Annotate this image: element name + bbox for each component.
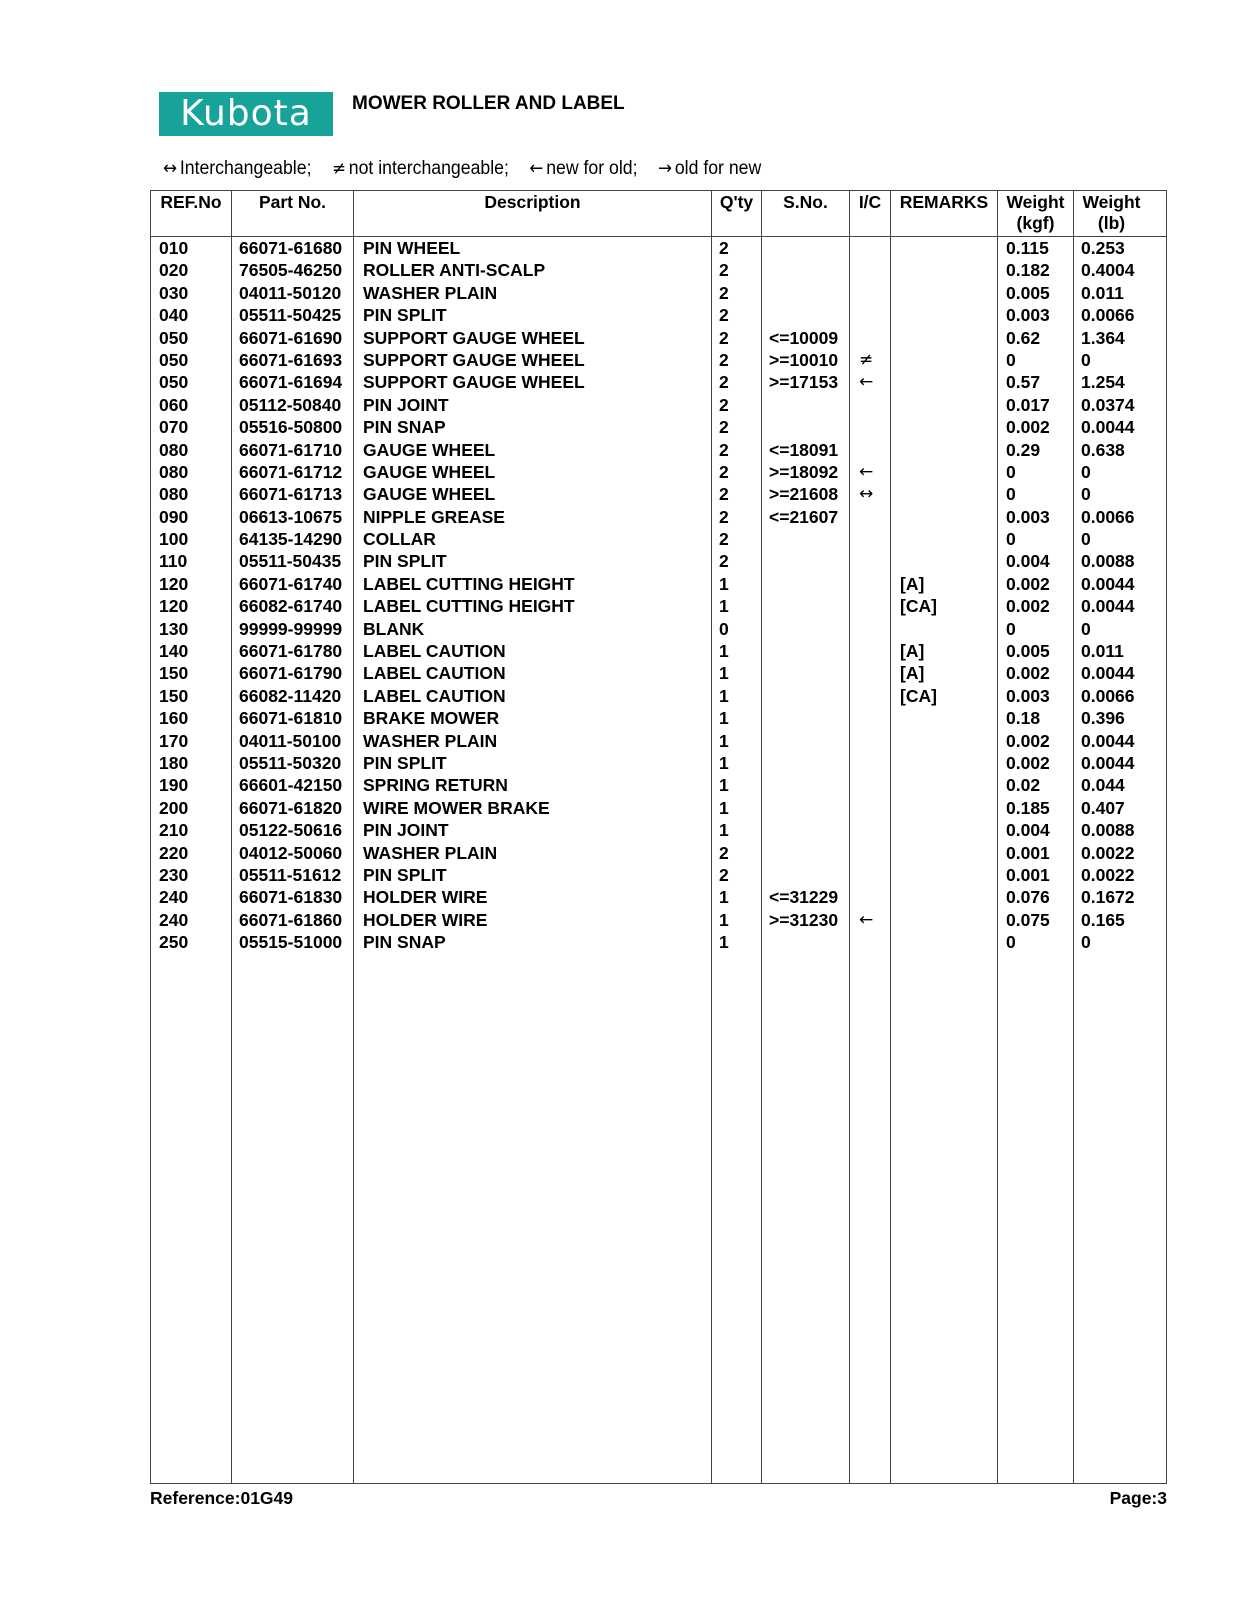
cell-weight-lb: 0.0066 [1081, 685, 1135, 706]
not-equal-icon: ≠ [331, 158, 346, 179]
cell-part-no: 66071-61790 [239, 663, 343, 684]
table-row [151, 819, 1166, 841]
table-row [151, 461, 1166, 483]
cell-description: GAUGE WHEEL [363, 484, 496, 505]
header-ic: I/C [858, 192, 882, 212]
cell-serial-no: >=18092 [769, 461, 839, 482]
legend-item-interchangeable: ↔ Interchangeable; [163, 158, 312, 179]
table-row [151, 685, 1166, 707]
cell-part-no: 66082-11420 [239, 685, 342, 706]
cell-part-no: 04011-50100 [239, 730, 342, 751]
table-row [151, 371, 1166, 393]
cell-weight-kgf: 0.57 [1006, 372, 1041, 393]
cell-weight-lb: 0.0022 [1081, 864, 1135, 885]
cell-weight-lb: 0.638 [1081, 439, 1125, 460]
cell-description: HOLDER WIRE [363, 909, 488, 930]
cell-ref-no: 190 [159, 775, 189, 796]
cell-ref-no: 180 [159, 752, 189, 773]
legend-item-not-interchangeable: ≠ not interchangeable; [331, 158, 509, 179]
cell-interchange-icon: ← [859, 909, 874, 930]
cell-part-no: 66601-42150 [239, 775, 343, 796]
cell-weight-kgf: 0.002 [1006, 417, 1050, 438]
cell-ref-no: 150 [159, 663, 189, 684]
header-description: Description [484, 192, 581, 212]
cell-quantity: 1 [719, 641, 729, 662]
legend-item-new-for-old: ← new for old; [529, 158, 638, 179]
table-row [151, 842, 1166, 864]
cell-weight-kgf: 0.005 [1006, 282, 1050, 303]
cell-part-no: 66071-61694 [239, 372, 343, 393]
page-title: MOWER ROLLER AND LABEL [352, 93, 625, 114]
cell-description: PIN WHEEL [363, 238, 461, 258]
cell-serial-no: >=31230 [769, 909, 839, 930]
cell-quantity: 2 [719, 529, 729, 550]
cell-ref-no: 040 [159, 305, 189, 326]
cell-interchange-icon: ≠ [859, 349, 874, 370]
cell-remarks: [A] [900, 641, 925, 662]
cell-ref-no: 060 [159, 394, 189, 415]
cell-description: LABEL CUTTING HEIGHT [363, 596, 575, 617]
cell-ref-no: 050 [159, 327, 189, 348]
cell-remarks: [A] [900, 663, 925, 684]
cell-weight-kgf: 0.001 [1006, 842, 1050, 863]
cell-part-no: 76505-46250 [239, 260, 343, 281]
cell-weight-lb: 0 [1081, 349, 1091, 370]
cell-part-no: 66071-61713 [239, 484, 343, 505]
cell-ref-no: 240 [159, 909, 189, 930]
cell-weight-kgf: 0 [1006, 349, 1016, 370]
header-part-no: Part No. [258, 192, 327, 212]
cell-ref-no: 250 [159, 932, 189, 953]
cell-weight-lb: 1.364 [1081, 327, 1125, 348]
cell-quantity: 2 [719, 282, 729, 303]
bidirectional-arrow-icon: ↔ [163, 158, 178, 179]
cell-weight-kgf: 0.182 [1006, 260, 1050, 281]
cell-weight-lb: 0.0088 [1081, 820, 1135, 841]
cell-description: PIN SPLIT [363, 305, 447, 326]
cell-weight-kgf: 0.004 [1006, 820, 1050, 841]
cell-ref-no: 240 [159, 887, 189, 908]
cell-description: COLLAR [363, 529, 436, 550]
cell-ref-no: 130 [159, 618, 189, 639]
cell-weight-kgf: 0.005 [1006, 641, 1050, 662]
table-row [151, 864, 1166, 886]
cell-description: ROLLER ANTI-SCALP [363, 260, 546, 281]
left-arrow-icon: ← [529, 158, 544, 179]
cell-ref-no: 020 [159, 260, 189, 281]
header-serial-no: S.No. [783, 192, 828, 212]
table-row [151, 439, 1166, 461]
table-row [151, 573, 1166, 595]
cell-part-no: 66071-61740 [239, 573, 343, 594]
cell-weight-kgf: 0.18 [1006, 708, 1041, 729]
cell-serial-no: <=18091 [769, 439, 839, 460]
cell-weight-lb: 0.0044 [1081, 417, 1135, 438]
page-number: Page:3 [1109, 1488, 1167, 1508]
cell-weight-kgf: 0.002 [1006, 596, 1050, 617]
table-row [151, 394, 1166, 416]
cell-description: LABEL CAUTION [363, 685, 506, 706]
cell-description: BLANK [363, 618, 425, 639]
cell-description: PIN JOINT [363, 820, 449, 841]
cell-weight-kgf: 0 [1006, 461, 1016, 482]
parts-table-body [151, 237, 1166, 954]
cell-part-no: 05112-50840 [239, 394, 342, 415]
cell-weight-lb: 0 [1081, 484, 1091, 505]
cell-quantity: 0 [719, 618, 729, 639]
cell-description: NIPPLE GREASE [363, 506, 505, 527]
cell-description: WASHER PLAIN [363, 842, 498, 863]
cell-part-no: 66071-61680 [239, 238, 343, 258]
cell-part-no: 05511-51612 [239, 864, 342, 885]
cell-serial-no: >=10010 [769, 349, 839, 370]
table-row [151, 640, 1166, 662]
table-row [151, 416, 1166, 438]
cell-weight-lb: 0.0374 [1081, 394, 1135, 415]
cell-quantity: 2 [719, 506, 729, 527]
parts-table [150, 190, 1167, 1484]
table-row [151, 282, 1166, 304]
cell-ref-no: 160 [159, 708, 189, 729]
cell-weight-lb: 0.407 [1081, 797, 1125, 818]
cell-ref-no: 200 [159, 797, 189, 818]
cell-description: BRAKE MOWER [363, 708, 500, 729]
logo-text: Kubota [180, 93, 312, 134]
cell-ref-no: 080 [159, 461, 189, 482]
cell-quantity: 2 [719, 327, 729, 348]
cell-weight-lb: 0 [1081, 932, 1091, 953]
cell-weight-lb: 0.0066 [1081, 305, 1135, 326]
cell-interchange-icon: ← [859, 461, 874, 482]
cell-ref-no: 080 [159, 439, 189, 460]
table-row [151, 752, 1166, 774]
cell-weight-lb: 0.4004 [1081, 260, 1135, 281]
table-row [151, 259, 1166, 281]
cell-part-no: 05511-50435 [239, 551, 342, 572]
cell-ref-no: 170 [159, 730, 189, 751]
cell-quantity: 2 [719, 439, 729, 460]
cell-part-no: 66071-61830 [239, 887, 343, 908]
cell-serial-no: <=31229 [769, 887, 839, 908]
cell-weight-kgf: 0.004 [1006, 551, 1050, 572]
cell-description: PIN JOINT [363, 394, 449, 415]
cell-ref-no: 230 [159, 864, 189, 885]
cell-description: WASHER PLAIN [363, 282, 498, 303]
cell-serial-no: <=10009 [769, 327, 839, 348]
cell-weight-lb: 0.0022 [1081, 842, 1135, 863]
cell-quantity: 2 [719, 842, 729, 863]
table-row [151, 550, 1166, 572]
table-row [151, 618, 1166, 640]
cell-part-no: 66071-61693 [239, 349, 343, 370]
table-row [151, 797, 1166, 819]
cell-description: SUPPORT GAUGE WHEEL [363, 349, 585, 370]
cell-quantity: 2 [719, 394, 729, 415]
cell-weight-lb: 0.1672 [1081, 887, 1135, 908]
cell-weight-kgf: 0 [1006, 484, 1016, 505]
cell-ref-no: 140 [159, 641, 189, 662]
cell-serial-no: <=21607 [769, 506, 839, 527]
cell-quantity: 2 [719, 305, 729, 326]
cell-ref-no: 090 [159, 506, 189, 527]
cell-interchange-icon: ← [859, 372, 874, 393]
header-quantity: Q'ty [719, 192, 754, 212]
cell-description: PIN SPLIT [363, 864, 447, 885]
cell-quantity: 1 [719, 887, 729, 908]
cell-weight-lb: 0.011 [1081, 282, 1124, 303]
cell-quantity: 1 [719, 708, 729, 729]
cell-quantity: 1 [719, 909, 729, 930]
cell-weight-kgf: 0 [1006, 529, 1016, 550]
cell-description: HOLDER WIRE [363, 887, 488, 908]
cell-weight-kgf: 0.003 [1006, 305, 1050, 326]
cell-weight-lb: 0.0044 [1081, 752, 1135, 773]
table-row [151, 349, 1166, 371]
cell-description: SUPPORT GAUGE WHEEL [363, 372, 585, 393]
cell-weight-kgf: 0.003 [1006, 506, 1050, 527]
table-row [151, 931, 1166, 953]
cell-part-no: 66082-61740 [239, 596, 343, 617]
cell-weight-kgf: 0.185 [1006, 797, 1050, 818]
table-row [151, 483, 1166, 505]
table-row [151, 237, 1166, 259]
cell-quantity: 2 [719, 260, 729, 281]
cell-quantity: 1 [719, 685, 729, 706]
cell-weight-kgf: 0.001 [1006, 864, 1050, 885]
cell-part-no: 66071-61810 [239, 708, 343, 729]
cell-part-no: 05122-50616 [239, 820, 343, 841]
cell-description: SPRING RETURN [363, 775, 508, 796]
cell-quantity: 1 [719, 573, 729, 594]
cell-remarks: [A] [900, 573, 925, 594]
cell-weight-kgf: 0 [1006, 618, 1016, 639]
table-row [151, 304, 1166, 326]
cell-quantity: 1 [719, 820, 729, 841]
cell-part-no: 06613-10675 [239, 506, 343, 527]
cell-weight-kgf: 0.002 [1006, 752, 1050, 773]
table-row [151, 707, 1166, 729]
cell-weight-lb: 0 [1081, 618, 1091, 639]
cell-weight-kgf: 0 [1006, 932, 1016, 953]
cell-part-no: 04012-50060 [239, 842, 343, 863]
table-row [151, 774, 1166, 796]
cell-weight-lb: 0 [1081, 529, 1091, 550]
cell-weight-lb: 0.165 [1081, 909, 1125, 930]
cell-description: PIN SPLIT [363, 752, 447, 773]
cell-description: GAUGE WHEEL [363, 439, 496, 460]
cell-quantity: 1 [719, 730, 729, 751]
cell-weight-lb: 0.0044 [1081, 730, 1135, 751]
cell-weight-kgf: 0.62 [1006, 327, 1041, 348]
cell-quantity: 1 [719, 663, 729, 684]
cell-description: GAUGE WHEEL [363, 461, 496, 482]
cell-ref-no: 150 [159, 685, 189, 706]
header-weight-kgf: Weight (kgf) [1006, 192, 1065, 233]
cell-quantity: 1 [719, 752, 729, 773]
cell-description: SUPPORT GAUGE WHEEL [363, 327, 585, 348]
cell-weight-lb: 0 [1081, 461, 1091, 482]
cell-weight-lb: 0.0044 [1081, 596, 1135, 617]
legend-item-old-for-new: → old for new [658, 158, 762, 179]
cell-ref-no: 120 [159, 596, 189, 617]
cell-weight-kgf: 0.002 [1006, 573, 1050, 594]
cell-remarks: [CA] [900, 685, 937, 706]
cell-weight-lb: 0.0088 [1081, 551, 1135, 572]
table-row [151, 528, 1166, 550]
cell-quantity: 2 [719, 864, 729, 885]
cell-part-no: 04011-50120 [239, 282, 342, 303]
cell-quantity: 1 [719, 932, 729, 953]
cell-ref-no: 120 [159, 573, 189, 594]
cell-ref-no: 110 [159, 551, 188, 572]
cell-part-no: 66071-61710 [239, 439, 343, 460]
cell-weight-kgf: 0.115 [1006, 238, 1049, 258]
cell-description: WASHER PLAIN [363, 730, 498, 751]
cell-quantity: 2 [719, 372, 729, 393]
cell-part-no: 64135-14290 [239, 529, 343, 550]
cell-description: LABEL CAUTION [363, 641, 506, 662]
cell-weight-lb: 0.0044 [1081, 573, 1135, 594]
cell-part-no: 05511-50425 [239, 305, 342, 326]
cell-ref-no: 010 [159, 238, 189, 258]
cell-quantity: 2 [719, 461, 729, 482]
cell-weight-kgf: 0.075 [1006, 909, 1050, 930]
cell-ref-no: 100 [159, 529, 189, 550]
cell-weight-lb: 0.011 [1081, 641, 1124, 662]
table-row [151, 730, 1166, 752]
cell-weight-lb: 0.0066 [1081, 506, 1135, 527]
cell-ref-no: 210 [159, 820, 189, 841]
cell-ref-no: 050 [159, 349, 189, 370]
cell-part-no: 05516-50800 [239, 417, 343, 438]
cell-description: PIN SNAP [363, 932, 446, 953]
table-row [151, 662, 1166, 684]
cell-weight-kgf: 0.02 [1006, 775, 1041, 796]
cell-interchange-icon: ↔ [859, 484, 874, 505]
cell-description: LABEL CAUTION [363, 663, 506, 684]
cell-weight-kgf: 0.017 [1006, 394, 1050, 415]
cell-quantity: 1 [719, 596, 729, 617]
cell-ref-no: 070 [159, 417, 189, 438]
right-arrow-icon: → [658, 158, 673, 179]
cell-part-no: 66071-61712 [239, 461, 343, 482]
interchangeability-legend [163, 158, 761, 180]
cell-part-no: 66071-61780 [239, 641, 343, 662]
cell-part-no: 99999-99999 [239, 618, 343, 639]
cell-ref-no: 080 [159, 484, 189, 505]
cell-part-no: 05515-51000 [239, 932, 343, 953]
cell-ref-no: 220 [159, 842, 189, 863]
cell-serial-no: >=17153 [769, 372, 839, 393]
cell-ref-no: 030 [159, 282, 189, 303]
cell-quantity: 1 [719, 775, 729, 796]
cell-weight-kgf: 0.003 [1006, 685, 1050, 706]
cell-quantity: 1 [719, 797, 729, 818]
cell-weight-kgf: 0.002 [1006, 730, 1050, 751]
cell-description: PIN SNAP [363, 417, 446, 438]
table-row [151, 506, 1166, 528]
table-row [151, 595, 1166, 617]
cell-weight-lb: 0.396 [1081, 708, 1125, 729]
cell-weight-kgf: 0.076 [1006, 887, 1050, 908]
cell-description: PIN SPLIT [363, 551, 447, 572]
cell-quantity: 2 [719, 484, 729, 505]
cell-quantity: 2 [719, 238, 729, 258]
cell-weight-kgf: 0.29 [1006, 439, 1041, 460]
cell-remarks: [CA] [900, 596, 937, 617]
kubota-logo [159, 92, 333, 136]
cell-part-no: 66071-61690 [239, 327, 343, 348]
cell-quantity: 2 [719, 417, 729, 438]
header-ref-no: REF.No [160, 192, 222, 212]
header-remarks: REMARKS [899, 192, 989, 212]
cell-weight-lb: 0.044 [1081, 775, 1125, 796]
header-weight-lb: Weight (lb) [1082, 192, 1141, 233]
cell-ref-no: 050 [159, 372, 189, 393]
cell-part-no: 66071-61860 [239, 909, 343, 930]
table-row [151, 909, 1166, 931]
cell-quantity: 2 [719, 551, 729, 572]
reference-code: Reference:01G49 [150, 1488, 293, 1508]
table-row [151, 886, 1166, 908]
cell-description: WIRE MOWER BRAKE [363, 797, 550, 818]
cell-part-no: 05511-50320 [239, 752, 342, 773]
cell-weight-lb: 1.254 [1081, 372, 1125, 393]
cell-weight-lb: 0.253 [1081, 238, 1125, 258]
table-row [151, 327, 1166, 349]
cell-weight-lb: 0.0044 [1081, 663, 1135, 684]
cell-part-no: 66071-61820 [239, 797, 343, 818]
cell-serial-no: >=21608 [769, 484, 839, 505]
cell-weight-kgf: 0.002 [1006, 663, 1050, 684]
cell-description: LABEL CUTTING HEIGHT [363, 573, 575, 594]
cell-quantity: 2 [719, 349, 729, 370]
